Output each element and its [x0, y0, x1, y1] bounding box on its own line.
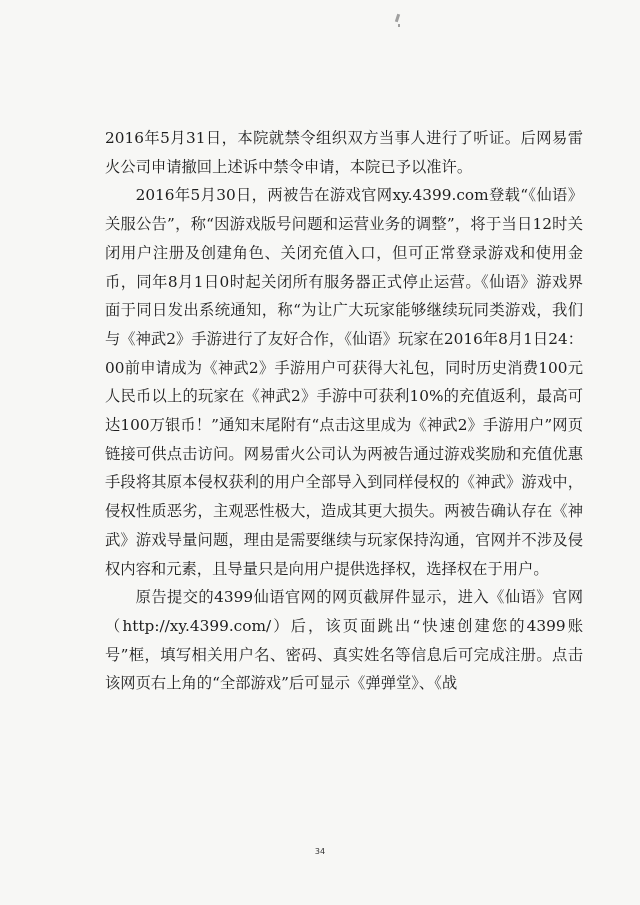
paragraph-hearing: 2016年5月31日，本院就禁令组织双方当事人进行了听证。后网易雷火公司申请撤回上述诉中禁令申请，本院已予以准许。: [105, 129, 583, 176]
scan-artifact: [395, 14, 400, 23]
paragraph-evidence-screenshot: 原告提交的4399仙语官网的网页截屏件显示，进入《仙语》官网（http://xy.4399.com/）后，该页面跳出“快速创建您的4399账号”框，填写相关用户名、密码、真实姓名等信息后可完成注册。点击该网页右上角的“全部游戏”后可显示《弹弹堂》、《战: [105, 588, 583, 693]
scan-artifact: [398, 24, 400, 27]
page-number: 34: [314, 847, 326, 856]
document-body: [105, 124, 583, 698]
paragraph-shutdown-notice: 2016年5月30日，两被告在游戏官网xy.4399.com登载“《仙语》关服公告”，称“因游戏版号问题和运营业务的调整”，将于当日12时关闭用户注册及创建角色、关闭充值入口，但可正常登录游戏和使用金币，同年8月1日0时起关闭所有服务器正式停止运营。《仙语》游戏界面于同日发出系统通知，称“为让广大玩家能够继续玩同类游戏，我们与《神武2》手游进行了友好合作，《仙语》玩家在2016年8月1日24：00前申请成为《神武2》手游用户可获得大礼包，同时历史消费100元人民币以上的玩家在《神武2》手游中可获利10%的充值返利，最高可达100万银币！”通知末尾附有“点击这里成为《神武2》手游用户”网页链接可供点击访问。网易雷火公司认为两被告通过游戏奖励和充值优惠手段将其原本侵权获利的用户全部导入到同样侵权的《神武》游戏中，侵权性质恶劣，主观恶性极大，造成其更大损失。两被告确认存在《神武》游戏导量问题，理由是需要继续与玩家保持沟通，官网并不涉及侵权内容和元素，且导量只是向用户提供选择权，选择权在于用户。: [105, 186, 583, 578]
